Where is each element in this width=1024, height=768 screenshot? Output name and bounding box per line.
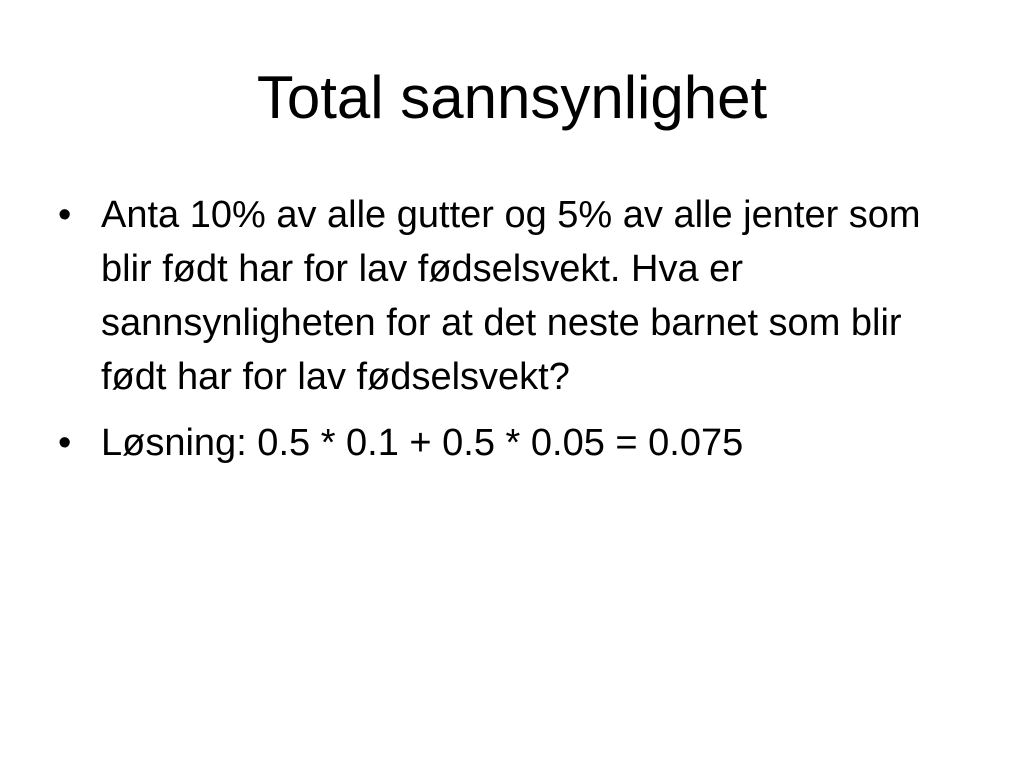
slide-title: Total sannsynlighet bbox=[256, 64, 768, 131]
solution-text: Løsning: 0.5 * 0.1 + 0.5 * 0.05 = 0.075 bbox=[101, 422, 744, 464]
bullet-icon: • bbox=[58, 422, 72, 464]
bullet-item-solution bbox=[56, 416, 976, 470]
bullet-list bbox=[56, 188, 976, 482]
question-text: Anta 10% av alle gutter og 5% av alle jenter som blir født har for lav fødselsvekt. Hva er sannsynligheten for at det neste barnet som blir født har for lav fødselsvekt? bbox=[101, 194, 921, 398]
bullet-item-question bbox=[56, 188, 976, 404]
bullet-icon: • bbox=[58, 194, 72, 236]
